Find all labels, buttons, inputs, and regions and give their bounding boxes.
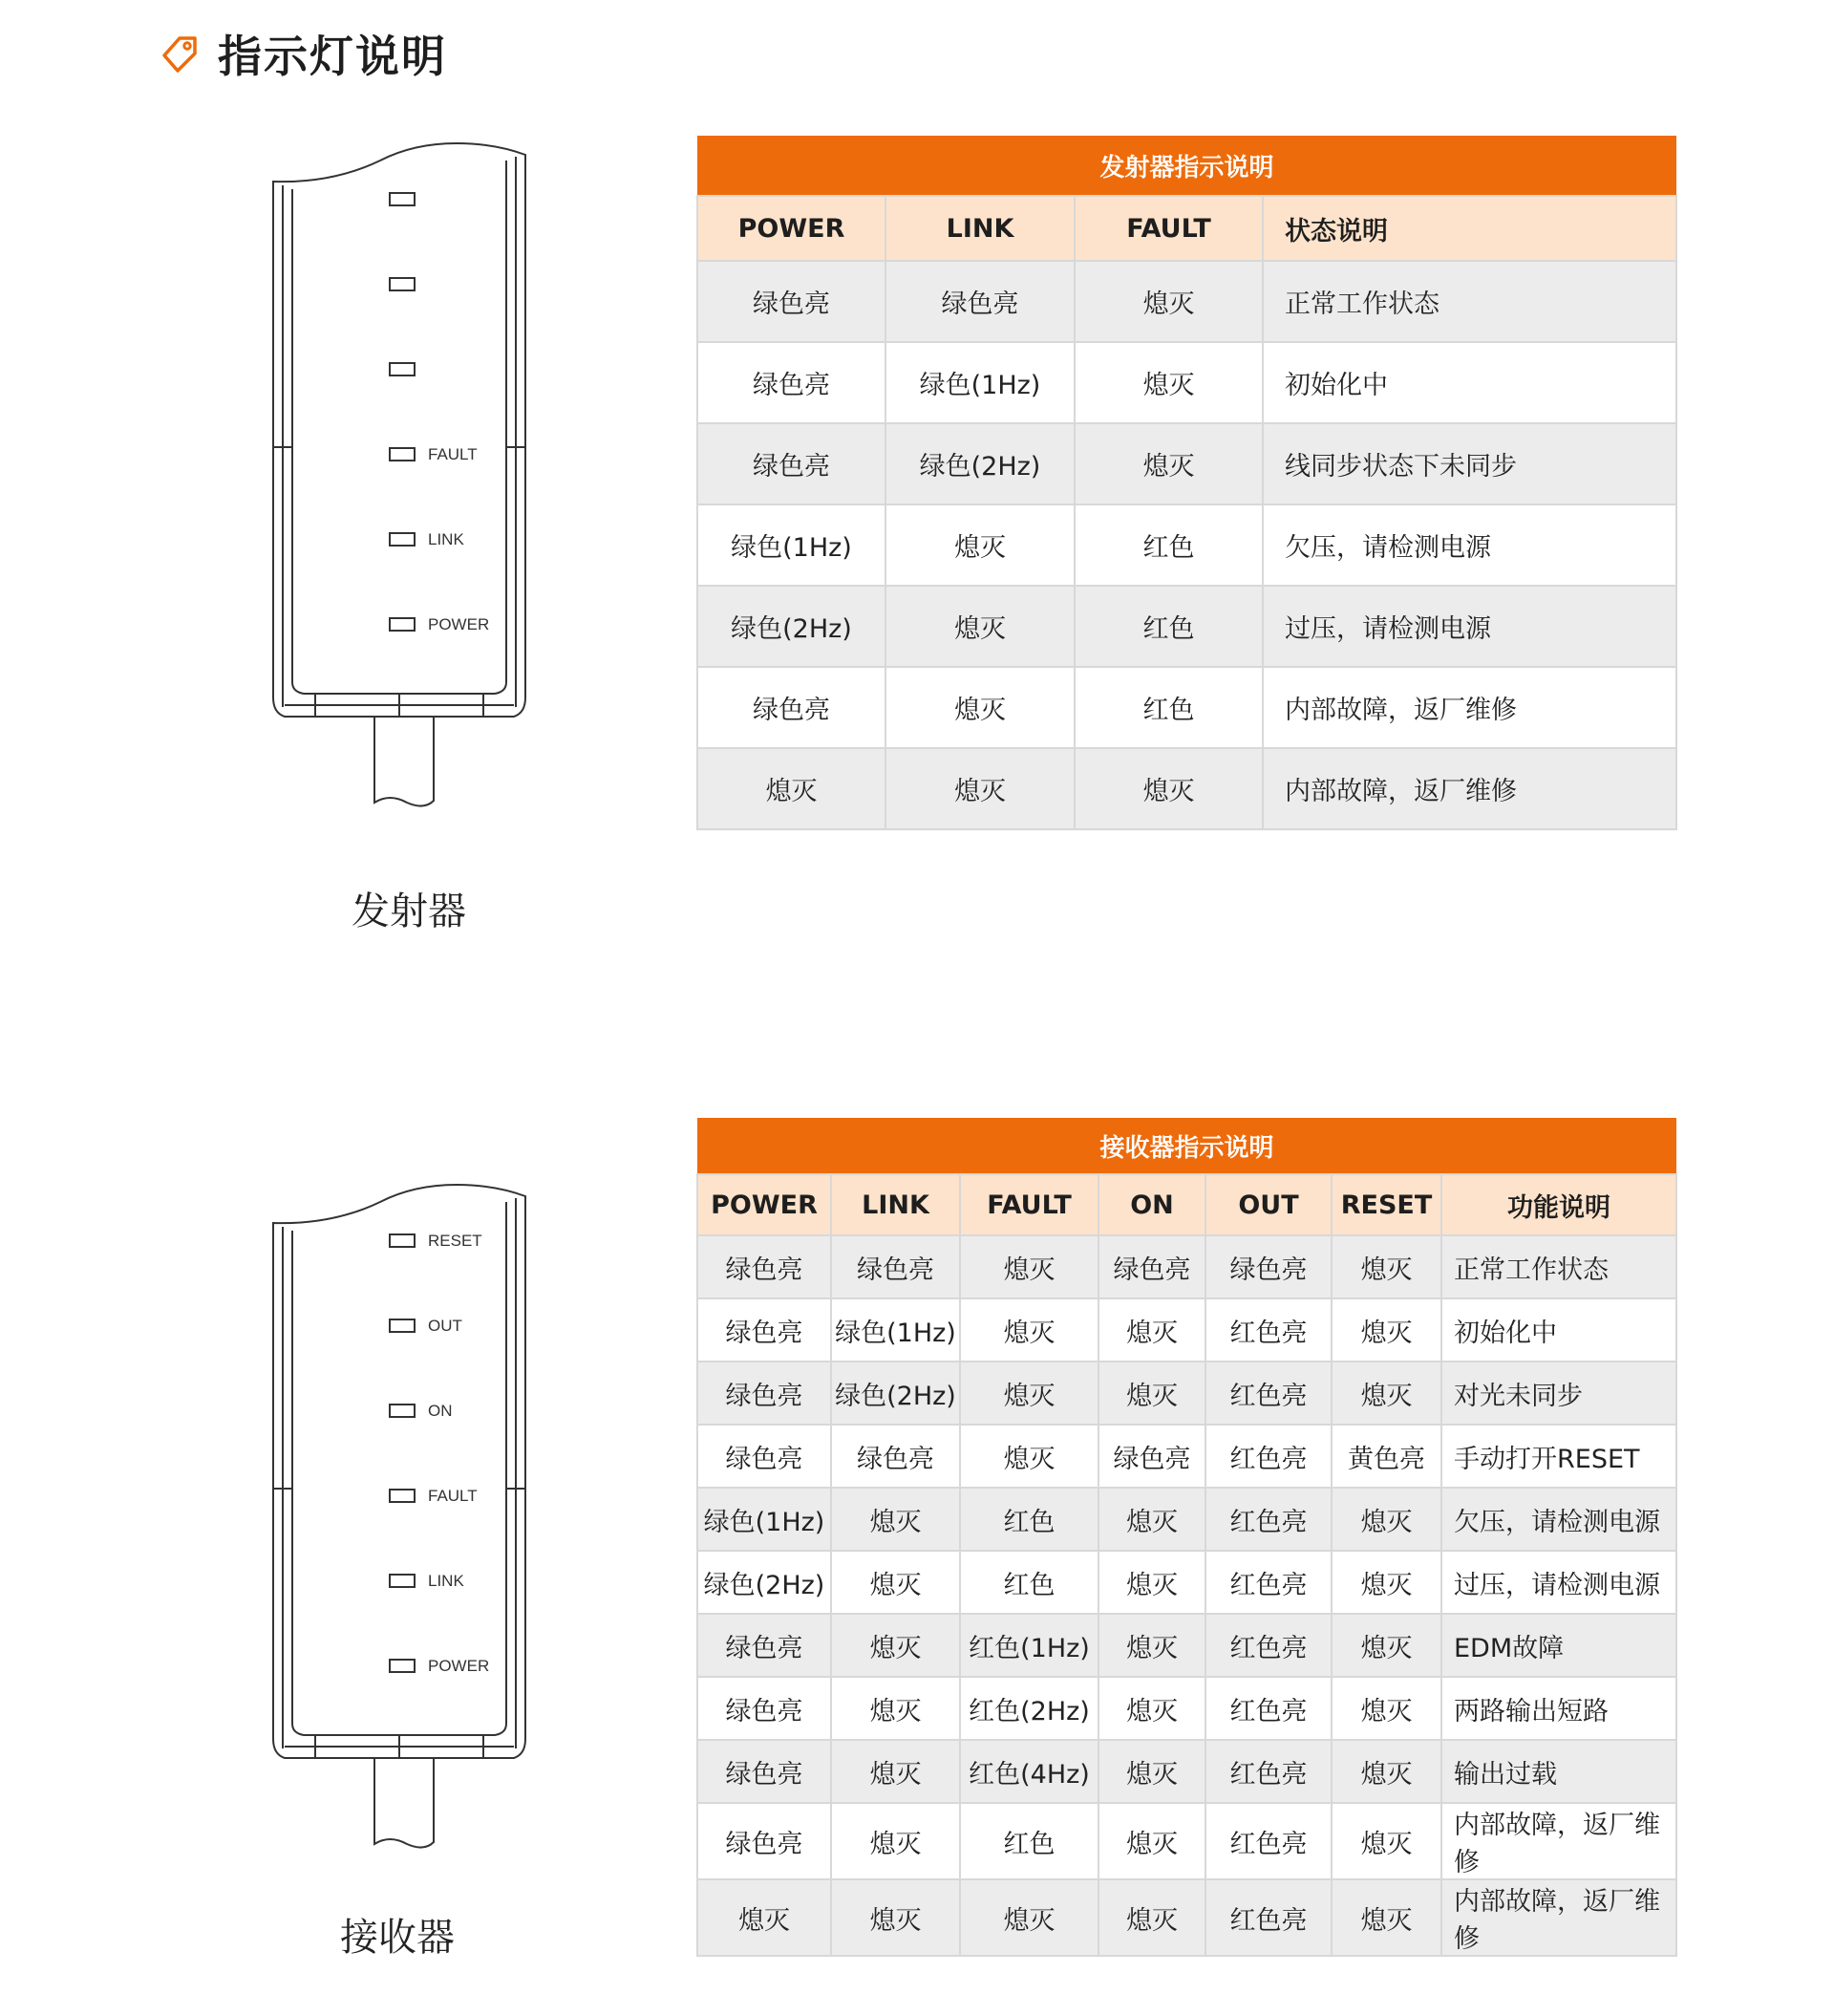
table-cell: 熄灭 xyxy=(1098,1298,1205,1362)
table-cell: 熄灭 xyxy=(960,1298,1098,1362)
column-header: POWER xyxy=(697,196,885,261)
table-cell: 熄灭 xyxy=(960,1362,1098,1425)
table-cell: 熄灭 xyxy=(885,586,1075,667)
transmitter-caption: 发射器 xyxy=(352,890,466,933)
table-cell: 熄灭 xyxy=(1332,1879,1441,1956)
table-cell: 熄灭 xyxy=(1332,1614,1441,1677)
table-row xyxy=(697,1298,1676,1362)
table-cell: 绿色亮 xyxy=(697,1614,831,1677)
table-row xyxy=(697,1235,1676,1298)
table-cell: 黄色亮 xyxy=(1332,1425,1441,1488)
table-cell: 红色(1Hz) xyxy=(960,1614,1098,1677)
table-cell: 熄灭 xyxy=(1332,1488,1441,1551)
table-cell: 绿色(1Hz) xyxy=(831,1298,960,1362)
table-cell: 熄灭 xyxy=(1332,1235,1441,1298)
column-header: 功能说明 xyxy=(1441,1174,1676,1235)
led-indicator xyxy=(390,193,415,205)
receiver-indicator-table xyxy=(696,1118,1677,1957)
table-cell: 熄灭 xyxy=(1075,748,1263,829)
table-row xyxy=(697,1879,1676,1956)
table-cell: 熄灭 xyxy=(1098,1740,1205,1803)
table-cell: 初始化中 xyxy=(1441,1298,1676,1362)
table-cell: 熄灭 xyxy=(1098,1362,1205,1425)
table-cell: 红色 xyxy=(1075,504,1263,586)
tag-icon xyxy=(159,32,201,75)
page-title: 指示灯说明 xyxy=(218,31,447,82)
table-cell: 绿色(1Hz) xyxy=(697,504,885,586)
receiver-drawing xyxy=(256,1175,562,1863)
led-indicator xyxy=(390,1234,415,1247)
table-cell: 熄灭 xyxy=(960,1879,1098,1956)
column-header: ON xyxy=(1098,1174,1205,1235)
transmitter-indicator-table xyxy=(696,136,1677,830)
table-cell: 绿色亮 xyxy=(831,1425,960,1488)
table-cell: 内部故障，返厂维修 xyxy=(1263,748,1676,829)
led-indicator xyxy=(390,448,415,461)
table-cell: 熄灭 xyxy=(1075,423,1263,504)
table-cell: 欠压，请检测电源 xyxy=(1441,1488,1676,1551)
table-cell: 熄灭 xyxy=(1075,342,1263,423)
column-header: LINK xyxy=(831,1174,960,1235)
led-label: POWER xyxy=(428,615,490,633)
led-indicator xyxy=(390,1575,415,1587)
table-cell: 两路输出短路 xyxy=(1441,1677,1676,1740)
column-header: FAULT xyxy=(1075,196,1263,261)
led-label: FAULT xyxy=(428,445,478,463)
table-cell: 过压，请检测电源 xyxy=(1263,586,1676,667)
led-indicator xyxy=(390,1405,415,1417)
table-cell: 绿色(1Hz) xyxy=(885,342,1075,423)
table-cell: 内部故障，返厂维修 xyxy=(1263,667,1676,748)
table-cell: 正常工作状态 xyxy=(1263,261,1676,342)
table-cell: 绿色(2Hz) xyxy=(697,1551,831,1614)
table-cell: 熄灭 xyxy=(885,748,1075,829)
table-row xyxy=(697,1614,1676,1677)
table-cell: 熄灭 xyxy=(831,1803,960,1879)
table-cell: 熄灭 xyxy=(831,1614,960,1677)
table-cell: 熄灭 xyxy=(831,1551,960,1614)
table-cell: 红色亮 xyxy=(1205,1298,1332,1362)
table-row xyxy=(697,1740,1676,1803)
table-cell: 熄灭 xyxy=(885,504,1075,586)
table-row xyxy=(697,586,1676,667)
receiver-device-outline xyxy=(256,1175,562,1863)
table-cell: EDM故障 xyxy=(1441,1614,1676,1677)
table-row xyxy=(697,342,1676,423)
table-cell: 红色亮 xyxy=(1205,1740,1332,1803)
table-cell: 熄灭 xyxy=(697,748,885,829)
column-header: OUT xyxy=(1205,1174,1332,1235)
table-cell: 熄灭 xyxy=(1332,1362,1441,1425)
table-cell: 绿色亮 xyxy=(697,1803,831,1879)
table-cell: 输出过载 xyxy=(1441,1740,1676,1803)
table-cell: 绿色亮 xyxy=(697,667,885,748)
table-cell: 熄灭 xyxy=(885,667,1075,748)
table-cell: 红色 xyxy=(960,1488,1098,1551)
table-cell: 熄灭 xyxy=(1098,1551,1205,1614)
led-indicator xyxy=(390,278,415,290)
led-indicator xyxy=(390,363,415,375)
table-cell: 熄灭 xyxy=(831,1740,960,1803)
table-cell: 熄灭 xyxy=(1075,261,1263,342)
led-indicator xyxy=(390,533,415,546)
table-row xyxy=(697,1677,1676,1740)
table-cell: 红色 xyxy=(960,1551,1098,1614)
table-cell: 熄灭 xyxy=(831,1677,960,1740)
table-cell: 熄灭 xyxy=(1098,1488,1205,1551)
table-cell: 熄灭 xyxy=(1098,1614,1205,1677)
table-cell: 熄灭 xyxy=(1098,1677,1205,1740)
table-cell: 绿色亮 xyxy=(697,1425,831,1488)
table-cell: 欠压，请检测电源 xyxy=(1263,504,1676,586)
led-label: FAULT xyxy=(428,1487,478,1505)
table-cell: 红色(4Hz) xyxy=(960,1740,1098,1803)
table-cell: 对光未同步 xyxy=(1441,1362,1676,1425)
table-cell: 红色 xyxy=(1075,667,1263,748)
section-header xyxy=(159,27,447,80)
table-cell: 红色 xyxy=(960,1803,1098,1879)
table-cell: 绿色(2Hz) xyxy=(697,586,885,667)
table-row xyxy=(697,504,1676,586)
table-cell: 绿色亮 xyxy=(831,1235,960,1298)
led-label: LINK xyxy=(428,530,464,548)
led-indicator xyxy=(390,1490,415,1502)
table-row xyxy=(697,1425,1676,1488)
table-cell: 熄灭 xyxy=(697,1879,831,1956)
table-cell: 绿色亮 xyxy=(1205,1235,1332,1298)
table-cell: 绿色亮 xyxy=(1098,1425,1205,1488)
led-indicator xyxy=(390,1319,415,1332)
table-cell: 熄灭 xyxy=(1098,1879,1205,1956)
column-header: 状态说明 xyxy=(1263,196,1676,261)
receiver-table-title: 接收器指示说明 xyxy=(697,1118,1676,1174)
table-row xyxy=(697,1362,1676,1425)
table-cell: 初始化中 xyxy=(1263,342,1676,423)
table-cell: 绿色亮 xyxy=(697,1298,831,1362)
table-cell: 红色亮 xyxy=(1205,1362,1332,1425)
led-label: OUT xyxy=(428,1317,462,1335)
table-cell: 绿色亮 xyxy=(885,261,1075,342)
table-cell: 熄灭 xyxy=(1332,1740,1441,1803)
table-cell: 红色亮 xyxy=(1205,1488,1332,1551)
table-cell: 熄灭 xyxy=(1332,1803,1441,1879)
table-cell: 红色亮 xyxy=(1205,1551,1332,1614)
table-cell: 绿色(2Hz) xyxy=(831,1362,960,1425)
transmitter-device-outline xyxy=(256,134,562,822)
table-cell: 红色亮 xyxy=(1205,1425,1332,1488)
table-cell: 红色亮 xyxy=(1205,1677,1332,1740)
table-cell: 熄灭 xyxy=(831,1488,960,1551)
column-header: LINK xyxy=(885,196,1075,261)
table-cell: 线同步状态下未同步 xyxy=(1263,423,1676,504)
table-row xyxy=(697,1488,1676,1551)
table-row xyxy=(697,1803,1676,1879)
table-cell: 熄灭 xyxy=(960,1425,1098,1488)
table-cell: 绿色亮 xyxy=(697,342,885,423)
table-cell: 绿色亮 xyxy=(697,1362,831,1425)
table-cell: 红色 xyxy=(1075,586,1263,667)
table-cell: 熄灭 xyxy=(1332,1677,1441,1740)
led-label: LINK xyxy=(428,1572,464,1590)
transmitter-table-title: 发射器指示说明 xyxy=(697,136,1676,196)
table-cell: 熄灭 xyxy=(1098,1803,1205,1879)
led-label: ON xyxy=(428,1402,453,1420)
table-cell: 红色亮 xyxy=(1205,1614,1332,1677)
led-indicator xyxy=(390,1660,415,1672)
receiver-caption: 接收器 xyxy=(340,1916,455,1960)
table-cell: 手动打开RESET xyxy=(1441,1425,1676,1488)
table-cell: 绿色亮 xyxy=(697,1677,831,1740)
table-row xyxy=(697,1551,1676,1614)
table-cell: 绿色亮 xyxy=(1098,1235,1205,1298)
led-indicator xyxy=(390,618,415,631)
transmitter-drawing xyxy=(256,134,562,822)
table-cell: 绿色亮 xyxy=(697,1740,831,1803)
table-cell: 绿色亮 xyxy=(697,423,885,504)
table-cell: 正常工作状态 xyxy=(1441,1235,1676,1298)
table-cell: 熄灭 xyxy=(831,1879,960,1956)
column-header: POWER xyxy=(697,1174,831,1235)
table-cell: 熄灭 xyxy=(1332,1298,1441,1362)
column-header: FAULT xyxy=(960,1174,1098,1235)
table-cell: 内部故障，返厂维修 xyxy=(1441,1879,1676,1956)
table-cell: 红色(2Hz) xyxy=(960,1677,1098,1740)
led-label: POWER xyxy=(428,1657,490,1675)
table-row xyxy=(697,748,1676,829)
table-cell: 熄灭 xyxy=(1332,1551,1441,1614)
table-cell: 内部故障，返厂维修 xyxy=(1441,1803,1676,1879)
table-cell: 绿色亮 xyxy=(697,261,885,342)
column-header: RESET xyxy=(1332,1174,1441,1235)
table-cell: 红色亮 xyxy=(1205,1879,1332,1956)
table-cell: 红色亮 xyxy=(1205,1803,1332,1879)
table-row xyxy=(697,261,1676,342)
table-row xyxy=(697,667,1676,748)
table-cell: 过压，请检测电源 xyxy=(1441,1551,1676,1614)
table-cell: 绿色亮 xyxy=(697,1235,831,1298)
table-row xyxy=(697,423,1676,504)
led-label: RESET xyxy=(428,1232,482,1250)
table-cell: 绿色(1Hz) xyxy=(697,1488,831,1551)
table-cell: 熄灭 xyxy=(960,1235,1098,1298)
table-cell: 绿色(2Hz) xyxy=(885,423,1075,504)
